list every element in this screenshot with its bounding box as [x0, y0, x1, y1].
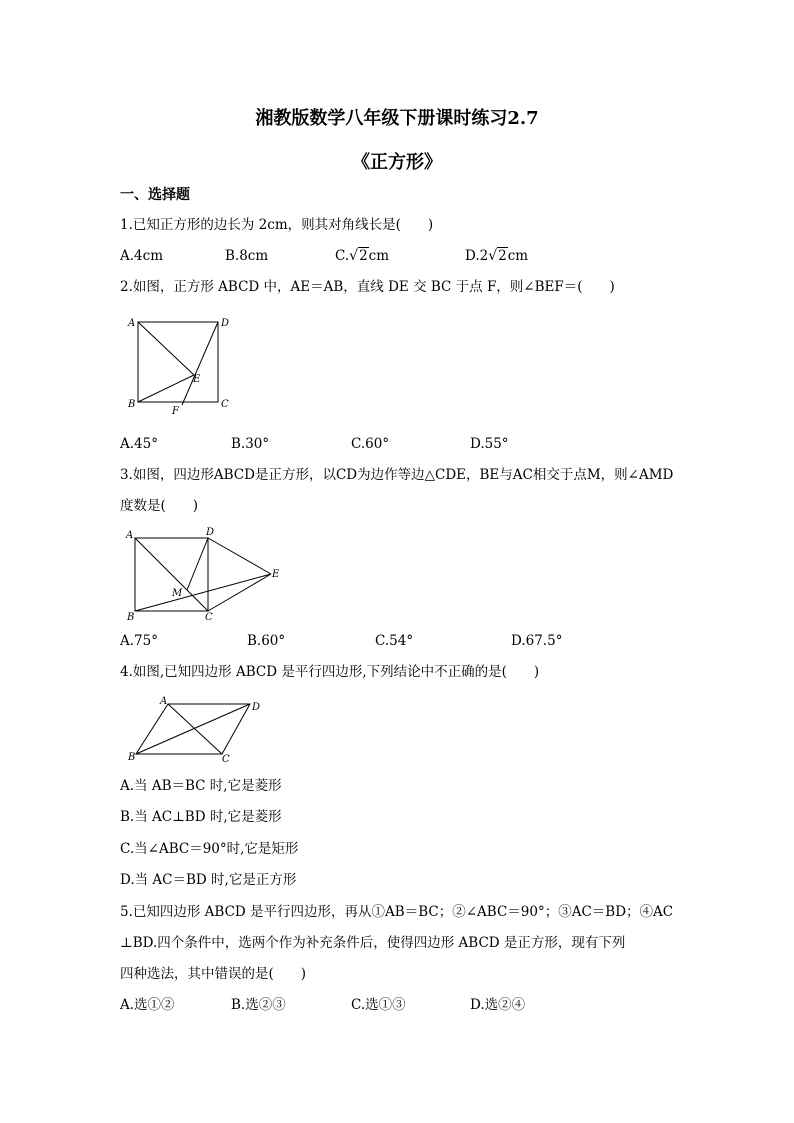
q2-label-c: C — [221, 399, 229, 410]
q2-label-d: D — [221, 318, 230, 329]
q2-option-c: C.60° — [351, 436, 390, 452]
q5-option-c: C.选①③ — [351, 997, 406, 1013]
q5-option-b: B.选②③ — [231, 997, 286, 1013]
q3-segment-ce — [208, 574, 271, 611]
q3-label-c: C — [205, 612, 213, 623]
q2-label-e: E — [193, 374, 201, 385]
section-heading: 一、选择题 — [120, 187, 190, 203]
q1-option-c-radicand: 2 — [359, 248, 368, 264]
q2-option-a: A.45° — [120, 436, 158, 452]
q2-figure — [120, 312, 240, 420]
q2-option-d: D.55° — [470, 436, 509, 452]
q1-stem: 1.已知正方形的边长为 2cm，则其对角线长是( ) — [120, 217, 434, 233]
q1-option-a: A.4cm — [120, 248, 163, 264]
q2-segment-ae — [138, 322, 194, 375]
q4-label-c: C — [222, 754, 230, 765]
q3-stem-line1: 3.如图，四边形ABCD是正方形，以CD为边作等边△CDE，BE与AC相交于点M，则∠AMD — [120, 467, 674, 483]
sqrt-symbol: √2 — [349, 248, 368, 264]
q3-stem-line2: 度数是( ) — [120, 498, 199, 514]
q2-option-b: B.30° — [231, 436, 270, 452]
q1-option-b: B.8cm — [225, 248, 269, 264]
sqrt-symbol: √2 — [488, 248, 507, 264]
q2-line-df — [182, 322, 218, 405]
q4-option-d: D.当 AC＝BD 时,它是正方形 — [120, 872, 297, 888]
q4-label-d: D — [252, 702, 261, 713]
q3-label-b: B — [127, 612, 135, 623]
q2-label-b: B — [128, 399, 136, 410]
q3-option-a: A.75° — [120, 633, 158, 649]
q1-option-c-prefix: C. — [335, 248, 350, 264]
q1-option-d-prefix: D.2 — [465, 248, 489, 264]
q4-option-c: C.当∠ABC＝90°时,它是矩形 — [120, 841, 299, 857]
q2-label-a: A — [128, 318, 136, 329]
q5-stem-line2: ⊥BD.四个条件中，选两个作为补充条件后，使得四边形 ABCD 是正方形，现有下列 — [120, 935, 626, 951]
q4-label-b: B — [128, 752, 136, 763]
q5-option-a: A.选①② — [120, 997, 175, 1013]
q3-segment-dm — [187, 538, 208, 590]
q1-option-d-radicand: 2 — [498, 248, 507, 264]
q3-label-d: D — [206, 527, 215, 538]
q2-stem: 2.如图，正方形 ABCD 中，AE＝AB，直线 DE 交 BC 于点 F，则∠BEF＝( ) — [120, 279, 615, 295]
q3-label-a: A — [126, 530, 134, 541]
q1-option-c-unit: cm — [368, 248, 390, 264]
page-title: 湘教版数学八年级下册课时练习2.7 — [255, 108, 539, 129]
q4-stem: 4.如图,已知四边形 ABCD 是平行四边形,下列结论中不正确的是( ) — [120, 664, 540, 680]
q5-option-d: D.选②④ — [470, 997, 526, 1013]
q4-figure — [120, 694, 270, 766]
q2-label-f: F — [172, 406, 179, 417]
q3-diagonal-ac — [135, 538, 208, 611]
q4-label-a: A — [160, 696, 168, 707]
q3-option-c: C.54° — [375, 633, 414, 649]
q1-option-d-unit: cm — [507, 248, 529, 264]
q3-option-d: D.67.5° — [511, 633, 563, 649]
q5-stem-line3: 四种选法，其中错误的是( ) — [120, 966, 307, 982]
q3-label-m: M — [172, 588, 183, 599]
page-subtitle: 《正方形》 — [352, 152, 442, 173]
q4-option-a: A.当 AB＝BC 时,它是菱形 — [120, 778, 282, 794]
q1-option-c — [335, 247, 389, 265]
q4-option-b: B.当 AC⊥BD 时,它是菱形 — [120, 809, 282, 825]
q5-stem-line1: 5.已知四边形 ABCD 是平行四边形，再从①AB＝BC；②∠ABC＝90°；③AC＝BD；④AC — [120, 904, 674, 920]
q3-option-b: B.60° — [247, 633, 286, 649]
q3-label-e: E — [272, 569, 280, 580]
q4-diagonal-ac — [168, 704, 222, 754]
q4-diagonal-bd — [136, 704, 250, 754]
q1-option-d — [465, 247, 528, 265]
q3-figure — [120, 526, 285, 626]
q3-segment-de — [208, 538, 271, 574]
